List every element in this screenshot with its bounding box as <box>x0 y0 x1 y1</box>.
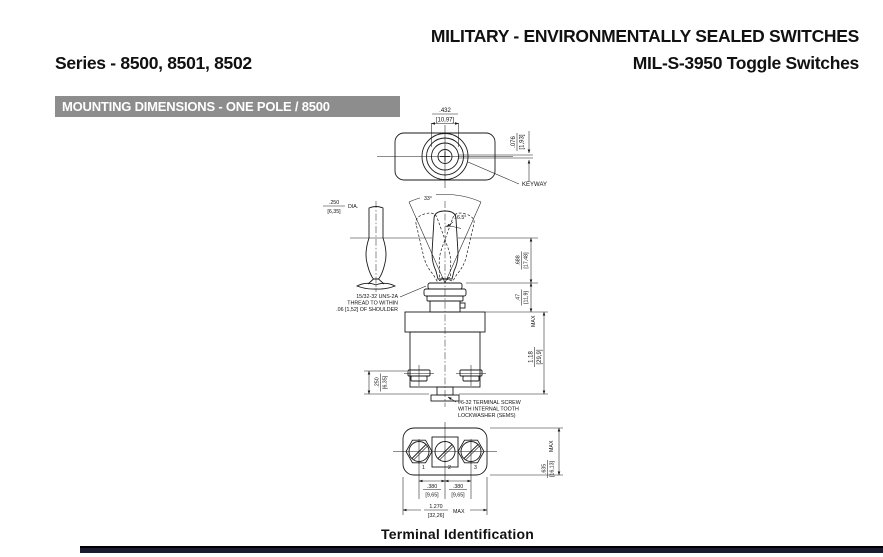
svg-text:[11,9]: [11,9] <box>523 291 530 304</box>
dim-depth <box>542 460 556 478</box>
throw-angle-total: 33° <box>423 196 433 202</box>
section-banner: MOUNTING DIMENSIONS - ONE POLE / 8500 <box>55 96 400 117</box>
svg-text:.688: .688 <box>515 255 522 266</box>
dim-keyway-depth <box>511 133 526 151</box>
svg-text:.47: .47 <box>515 293 522 302</box>
dim-depth-max: MAX <box>549 440 555 452</box>
terminal-identification-caption: Terminal Identification <box>381 526 534 542</box>
dim-overall-width <box>424 504 465 519</box>
technical-drawing <box>320 95 660 545</box>
dim-lever-dia-in: .250 <box>328 200 340 206</box>
svg-text:.635: .635 <box>541 463 548 475</box>
dim-pitch-1 <box>423 484 441 499</box>
dim-lever-dia-suffix: DIA. <box>348 204 359 210</box>
thread-note <box>336 294 398 313</box>
svg-text:.380: .380 <box>426 484 438 490</box>
terminal-number-2: 2 <box>448 465 451 471</box>
throw-angle-half: 16.5° <box>454 215 467 221</box>
series-label: Series - 8500, 8501, 8502 <box>55 53 252 73</box>
top-view <box>377 108 547 188</box>
dim-terminal-height <box>375 374 389 392</box>
terminal-number-1: 1 <box>422 465 425 471</box>
dim-topwidth-in: .432 <box>439 108 451 114</box>
page-subtitle: MIL-S-3950 Toggle Switches <box>632 53 859 73</box>
terminal-screw-note <box>458 400 521 419</box>
svg-text:1.18: 1.18 <box>528 351 535 363</box>
side-view <box>323 192 548 419</box>
keyway-label: KEYWAY <box>522 182 548 188</box>
svg-text:[9,65]: [9,65] <box>425 492 439 499</box>
svg-text:[1,93]: [1,93] <box>519 134 526 150</box>
svg-text:[16,13]: [16,13] <box>549 460 556 478</box>
svg-text:[17,48]: [17,48] <box>523 252 530 269</box>
svg-text:MAX: MAX <box>453 509 465 515</box>
svg-text:LOCKWASHER (SEMS): LOCKWASHER (SEMS) <box>458 413 516 419</box>
svg-text:1.270: 1.270 <box>429 504 443 510</box>
svg-text:.076: .076 <box>511 136 517 148</box>
terminal-number-3: 3 <box>474 465 477 471</box>
lever-detail <box>323 200 395 292</box>
svg-text:[32,26]: [32,26] <box>427 513 445 519</box>
svg-text:[6,35]: [6,35] <box>382 375 389 390</box>
svg-text:[29,9]: [29,9] <box>537 349 543 365</box>
bottom-view <box>393 422 563 519</box>
dim-pitch-2 <box>449 484 467 499</box>
dim-lever-length <box>516 252 530 270</box>
svg-text:.06 [1,52] OF SHOULDER: .06 [1,52] OF SHOULDER <box>336 307 398 313</box>
dim-bushing-length <box>516 290 530 306</box>
dim-topwidth-mm: [10,97] <box>435 117 455 124</box>
svg-text:.380: .380 <box>452 484 464 490</box>
svg-text:.250: .250 <box>374 377 381 388</box>
svg-text:#6-32 TERMINAL SCREW: #6-32 TERMINAL SCREW <box>458 400 521 406</box>
svg-text:[9,65]: [9,65] <box>451 492 465 499</box>
footer-bar <box>80 546 883 553</box>
svg-text:THREAD TO WITHIN: THREAD TO WITHIN <box>347 300 398 307</box>
dim-body-height <box>529 347 544 367</box>
page-title: MILITARY - ENVIRONMENTALLY SEALED SWITCHES <box>430 26 859 46</box>
svg-text:15/32-32 UNS-2A: 15/32-32 UNS-2A <box>356 294 398 300</box>
svg-text:WITH INTERNAL TOOTH: WITH INTERNAL TOOTH <box>458 406 519 413</box>
dim-lever-dia-mm: [6,35] <box>327 209 341 215</box>
dim-body-max: MAX <box>531 315 537 327</box>
